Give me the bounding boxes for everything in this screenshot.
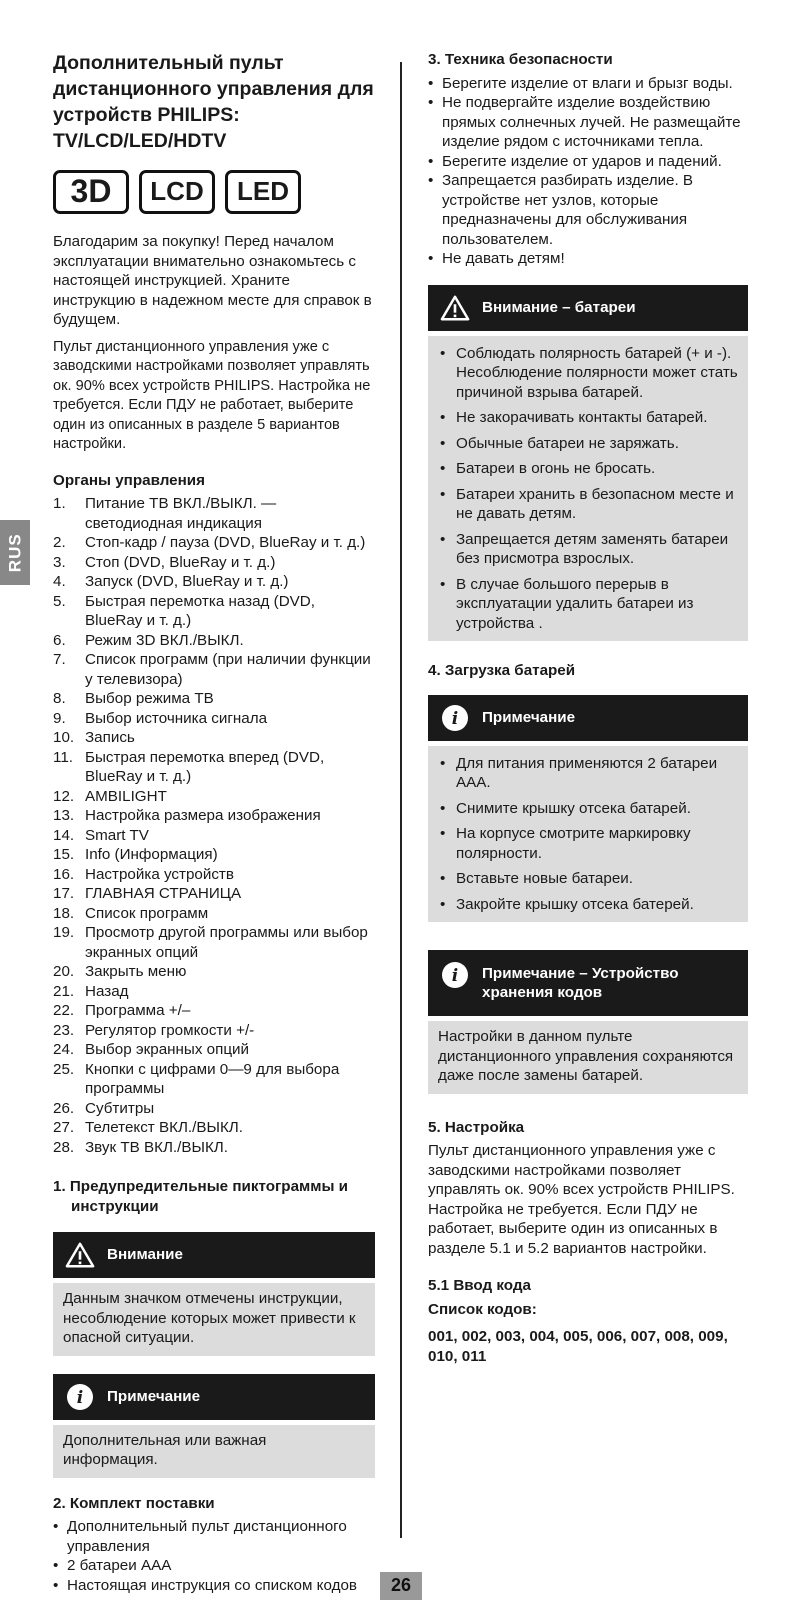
column-divider (400, 62, 402, 1538)
control-label: Список программ (85, 904, 209, 922)
list-item: • Настоящая инструкция со списком кодов (53, 1576, 375, 1596)
control-item (53, 884, 375, 904)
list-item: • Не давать детям! (428, 249, 748, 269)
control-number: 12. (53, 787, 75, 805)
note-box-body (53, 1425, 375, 1478)
battery-note-header (428, 695, 748, 741)
page-number: 26 (380, 1572, 422, 1600)
section-3-heading: 3. Техника безопасности (428, 51, 613, 68)
control-item (53, 592, 375, 631)
list-item: • В случае большого перерыв в эксплуатации удалить батареи из устройства . (438, 575, 738, 634)
controls-heading: Органы управления (53, 471, 205, 489)
control-number: 28. (53, 1138, 75, 1156)
control-item (53, 709, 375, 729)
warning-box-header (53, 1232, 375, 1278)
control-item (53, 845, 375, 865)
section-4-heading: 4. Загрузка батарей (428, 662, 576, 679)
package-list (53, 1517, 375, 1595)
control-label: ГЛАВНАЯ СТРАНИЦА (85, 885, 242, 902)
control-item (53, 748, 375, 787)
list-item: • Соблюдать полярность батарей (+ и -). Несоблюдение полярности может стать причиной взрыва батарей. (438, 344, 738, 403)
control-item (53, 650, 375, 689)
list-item: • Батареи хранить в безопасном месте и не давать детям. (438, 485, 738, 524)
control-number: 13. (53, 807, 75, 824)
control-item (53, 1118, 375, 1138)
control-item (53, 631, 375, 651)
control-number: 2. (53, 534, 66, 551)
control-number: 3. (53, 553, 66, 571)
control-item (53, 904, 375, 924)
warning-triangle-icon (440, 293, 470, 323)
svg-text:i: i (451, 966, 459, 986)
warning-triangle-icon (65, 1240, 95, 1270)
list-item: • На корпусе смотрите маркировку полярности. (438, 824, 738, 863)
control-label: Выбор режима ТВ (85, 690, 214, 707)
logo-3d: 3D (53, 170, 129, 214)
list-item: • Батареи в огонь не бросать. (438, 459, 738, 479)
page-title: Дополнительный пульт дистанционного управления для устройств PHILIPS: TV/LCD/LED/HDTV (53, 52, 374, 152)
section-5-heading: 5. Настройка (428, 1118, 525, 1136)
battery-warning-header (428, 285, 748, 331)
control-label: Настройка размера изображения (85, 807, 321, 824)
svg-text:i: i (451, 708, 459, 729)
note-box-header (53, 1374, 375, 1420)
control-label: Выбор источника сигнала (85, 709, 268, 727)
logo-lcd: LCD (139, 170, 215, 214)
control-number: 19. (53, 924, 75, 941)
list-item: • Запрещается детям заменять батареи без присмотра взрослых. (438, 530, 738, 569)
control-number: 23. (53, 1021, 75, 1039)
control-number: 25. (53, 1060, 75, 1078)
control-number: 20. (53, 963, 75, 980)
control-label: Просмотр другой программы или выбор экранных опций (85, 924, 368, 961)
control-number: 16. (53, 865, 75, 883)
battery-warning-body (428, 336, 748, 642)
svg-text:i: i (76, 1387, 84, 1408)
control-item (53, 923, 375, 962)
list-item: • Запрещается разбирать изделие. В устройстве нет узлов, которые предназначены для обслуживания пользователем. (428, 171, 748, 249)
right-column (428, 50, 748, 1366)
battery-warning-title: Внимание – батареи (482, 298, 636, 316)
control-label: Выбор экранных опций (85, 1041, 249, 1058)
control-label: Регулятор громкости +/- (85, 1021, 255, 1039)
control-number: 4. (53, 573, 66, 590)
control-item (53, 1138, 375, 1158)
list-item: • Берегите изделие от ударов и падений. (428, 152, 748, 172)
control-item (53, 865, 375, 885)
info-icon (440, 960, 470, 990)
section-1-heading: 1. Предупредительные пиктограммы и инструкции (53, 1178, 349, 1215)
control-label: Программа +/– (85, 1002, 191, 1019)
control-number: 18. (53, 904, 75, 922)
control-number: 5. (53, 592, 66, 610)
control-number: 10. (53, 729, 75, 746)
control-item (53, 806, 375, 826)
control-number: 1. (53, 495, 66, 512)
battery-note-body (428, 746, 748, 923)
control-number: 11. (53, 748, 73, 766)
control-number: 15. (53, 846, 75, 863)
control-item (53, 553, 375, 573)
control-number: 14. (53, 826, 75, 844)
warning-box-body (53, 1283, 375, 1356)
control-label: Запуск (DVD, BlueRay и т. д.) (85, 573, 289, 590)
list-item: • Обычные батареи не заряжать. (438, 434, 738, 454)
control-label: Субтитры (85, 1099, 155, 1117)
note-title: Примечание (107, 1387, 201, 1405)
control-item (53, 982, 375, 1002)
control-label: Телетекст ВКЛ./ВЫКЛ. (85, 1119, 243, 1136)
control-number: 26. (53, 1099, 75, 1117)
control-label: Быстрая перемотка назад (DVD, BlueRay и т. д.) (85, 592, 315, 629)
control-label: Режим 3D ВКЛ./ВЫКЛ. (85, 631, 244, 649)
list-item: • Берегите изделие от влаги и брызг воды. (428, 74, 748, 94)
control-item (53, 572, 375, 592)
warning-text: Данным значком отмечены инструкции, несоблюдение которых может привести к опасной ситуации. (63, 1290, 356, 1346)
warning-title: Внимание (107, 1246, 183, 1264)
info-icon (65, 1382, 95, 1412)
list-item: • 2 батареи AAA (53, 1556, 375, 1576)
codes-label: Список кодов: (428, 1300, 537, 1318)
controls-list (53, 494, 375, 1157)
intro-paragraph: Пульт дистанционного управления уже с заводскими настройками позволяет управлять ок. 90% всех устройств PHILIPS. Настройка не требуется. Если ПДУ не работает, выберите один из описанных в разделе 5 вариантов настройки. (53, 338, 371, 452)
control-item (53, 1060, 375, 1099)
control-number: 9. (53, 709, 66, 727)
list-item: • Не подвергайте изделие воздействию прямых солнечных лучей. Не размещайте изделие рядом с источниками тепла. (428, 93, 748, 152)
section-2-heading: 2. Комплект поставки (53, 1494, 215, 1512)
control-item (53, 826, 375, 846)
control-item (53, 1040, 375, 1060)
control-label: Питание ТВ ВКЛ./ВЫКЛ. — светодиодная индикация (85, 495, 277, 532)
control-label: Smart TV (85, 826, 149, 844)
control-item (53, 494, 375, 533)
control-label: Стоп-кадр / пауза (DVD, BlueRay и т. д.) (85, 534, 366, 551)
control-number: 21. (53, 982, 75, 1000)
control-item (53, 533, 375, 553)
control-item (53, 1021, 375, 1041)
storage-note-title: Примечание – Устройство хранения кодов (482, 964, 679, 1001)
control-number: 8. (53, 690, 66, 707)
format-logos (53, 170, 375, 214)
code-list: 001, 002, 003, 004, 005, 006, 007, 008, 009, 010, 011 (428, 1328, 728, 1365)
storage-note-body (428, 1021, 748, 1094)
intro-paragraph: Благодарим за покупку! Перед началом эксплуатации внимательно ознакомьтесь с настоящей инструкцией. Храните инструкцию в надежном месте для справок в будущем. (53, 233, 372, 328)
control-label: Быстрая перемотка вперед (DVD, BlueRay и т. д.) (85, 748, 325, 785)
control-number: 22. (53, 1002, 75, 1019)
list-item: • Для питания применяются 2 батареи AAA. (438, 754, 738, 793)
logo-led: LED (225, 170, 301, 214)
control-item (53, 787, 375, 807)
control-number: 7. (53, 651, 66, 668)
control-label: AMBILIGHT (85, 787, 167, 805)
control-label: Закрыть меню (85, 963, 187, 980)
list-item: • Вставьте новые батареи. (438, 869, 738, 889)
battery-warning-list (438, 344, 738, 634)
control-label: Info (Информация) (85, 846, 218, 863)
control-label: Кнопки с цифрами 0—9 для выбора программы (85, 1060, 340, 1097)
control-label: Назад (85, 982, 129, 1000)
control-label: Настройка устройств (85, 865, 234, 883)
control-number: 6. (53, 631, 66, 649)
left-column (53, 50, 375, 1595)
list-item: • Закройте крышку отсека батерей. (438, 895, 738, 915)
storage-note-header (428, 950, 748, 1016)
control-label: Звук ТВ ВКЛ./ВЫКЛ. (85, 1138, 228, 1156)
control-label: Запись (85, 729, 135, 746)
control-number: 27. (53, 1119, 75, 1136)
battery-note-title: Примечание (482, 708, 576, 726)
section-5-text: Пульт дистанционного управления уже с заводскими настройками позволяет управлять ок. 90% всех устройств PHILIPS. Настройка не требуется. Если ПДУ не работает, выберите один из описанных в разделе 5.1 и 5.2 вариантов настройки. (428, 1142, 735, 1257)
control-item (53, 728, 375, 748)
list-item: • Не закорачивать контакты батарей. (438, 408, 738, 428)
list-item: • Дополнительный пульт дистанционного управления (53, 1517, 375, 1556)
section-5-1-heading: 5.1 Ввод кода (428, 1277, 531, 1294)
control-number: 17. (53, 885, 75, 902)
language-tab-label: RUS (5, 533, 25, 572)
battery-note-list (438, 754, 738, 915)
control-label: Список программ (при наличии функции у телевизора) (85, 651, 371, 688)
control-item (53, 689, 375, 709)
language-tab (0, 520, 30, 585)
info-icon (440, 703, 470, 733)
control-label: Стоп (DVD, BlueRay и т. д.) (85, 553, 276, 571)
safety-list (428, 74, 748, 269)
storage-note-text: Настройки в данном пульте дистанционного управления сохраняются даже после замены батарей. (438, 1028, 734, 1084)
control-number: 24. (53, 1041, 75, 1058)
note-text: Дополнительная или важная информация. (63, 1431, 267, 1468)
control-item (53, 1099, 375, 1119)
control-item (53, 1001, 375, 1021)
list-item: • Снимите крышку отсека батарей. (438, 799, 738, 819)
control-item (53, 962, 375, 982)
